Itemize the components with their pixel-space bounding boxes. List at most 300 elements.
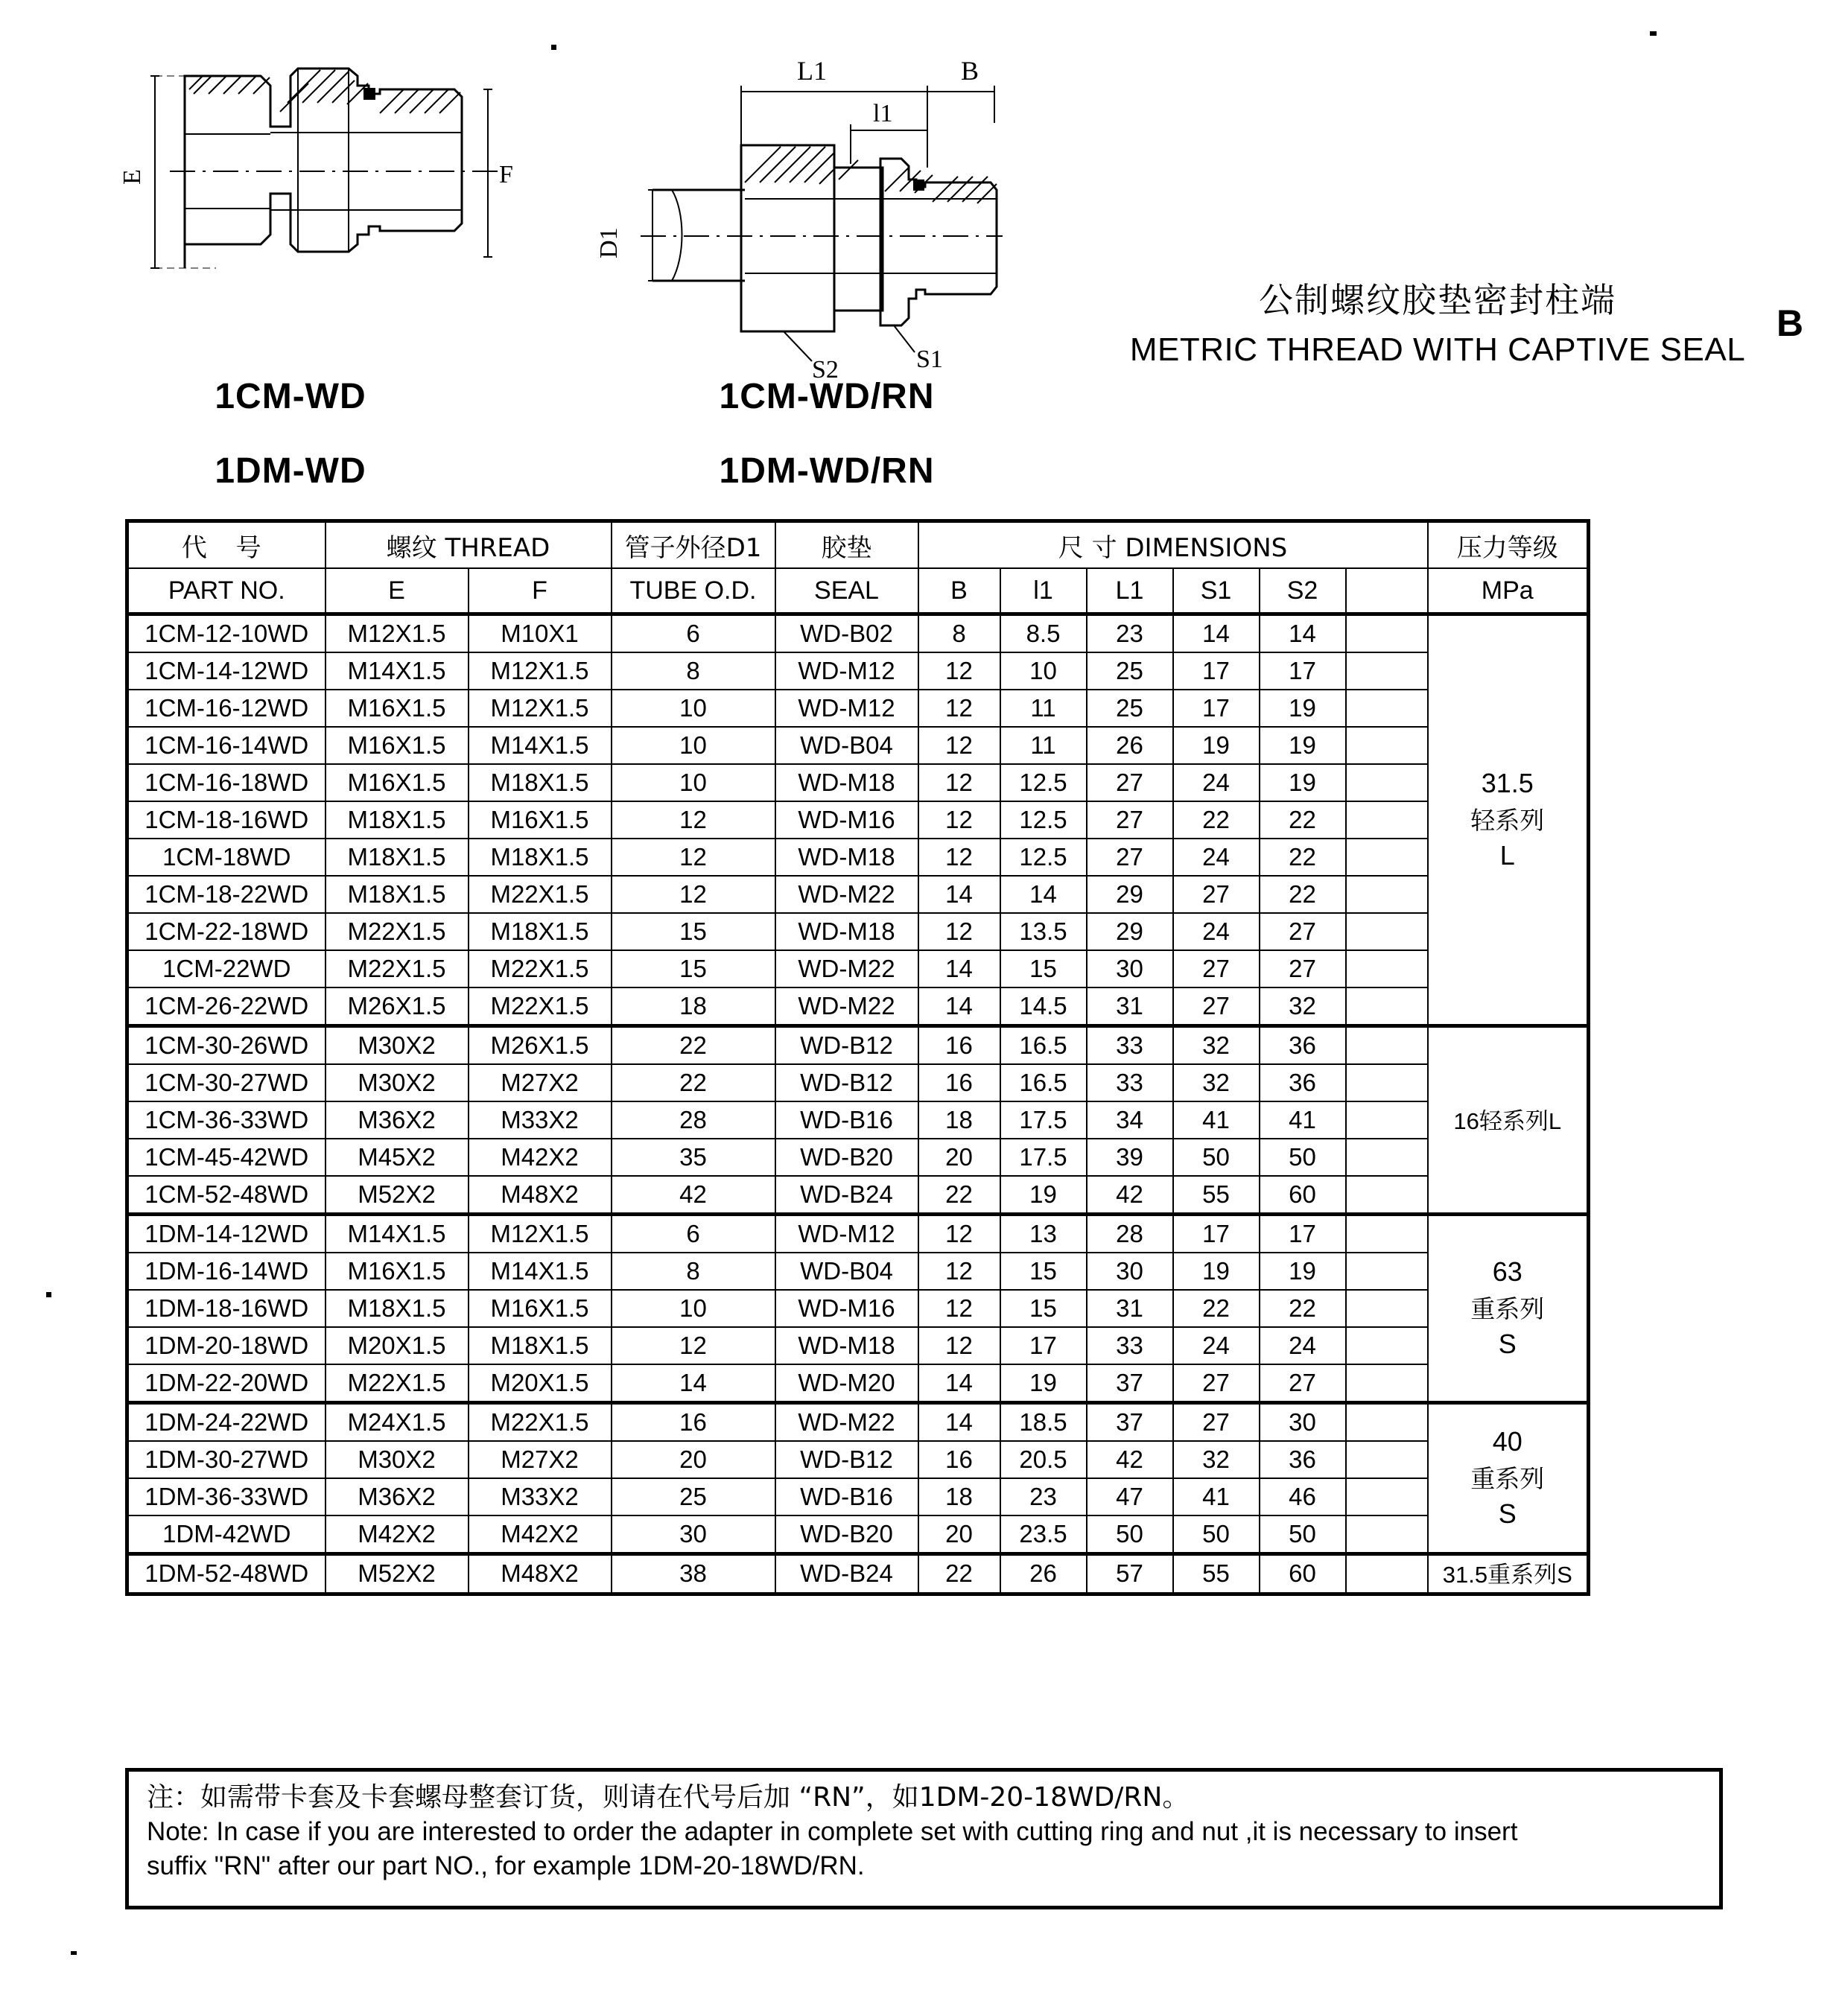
cell-dim-s1: 27 — [1173, 1364, 1260, 1403]
cell-dim-b: 12 — [918, 690, 1000, 727]
cell-seal: WD-B12 — [775, 1064, 918, 1101]
cell-dim-s1: 27 — [1173, 987, 1260, 1026]
header-col-l1-small: l1 — [1000, 568, 1087, 614]
cell-dim-b: 12 — [918, 1327, 1000, 1364]
cell-dim-l1-small: 17.5 — [1000, 1101, 1087, 1139]
header-col-s1: S1 — [1173, 568, 1260, 614]
cell-thread-e: M52X2 — [326, 1554, 469, 1594]
cell-dim-l1-small: 23.5 — [1000, 1515, 1087, 1554]
cell-dim-s2: 27 — [1260, 913, 1346, 950]
cell-dim-l1-small: 15 — [1000, 950, 1087, 987]
cell-dim-s1: 41 — [1173, 1478, 1260, 1515]
cell-dim-b: 22 — [918, 1554, 1000, 1594]
cell-dim-L1: 27 — [1087, 839, 1173, 876]
dim-label-S1: S1 — [916, 346, 943, 373]
cell-tube-od: 28 — [612, 1101, 775, 1139]
table-row — [127, 1026, 1589, 1065]
cell-thread-e: M30X2 — [326, 1026, 469, 1065]
cell-dim-s1: 22 — [1173, 1290, 1260, 1327]
cell-tube-od: 16 — [612, 1403, 775, 1442]
scan-speck — [551, 45, 556, 50]
cell-tube-od: 15 — [612, 913, 775, 950]
cell-dim-s2: 19 — [1260, 764, 1346, 801]
cell-dim-L1: 26 — [1087, 727, 1173, 764]
cell-tube-od: 10 — [612, 690, 775, 727]
cell-blank — [1346, 1253, 1428, 1290]
cell-dim-s2: 27 — [1260, 950, 1346, 987]
note-chinese: 注：如需带卡套及卡套螺母整套订货，则请在代号后加 “RN”，如1DM-20-18WD/RN。 — [147, 1782, 1190, 1813]
cell-dim-b: 16 — [918, 1064, 1000, 1101]
cell-part-no: 1CM-30-26WD — [127, 1026, 326, 1065]
header-col-s2: S2 — [1260, 568, 1346, 614]
cell-dim-L1: 42 — [1087, 1176, 1173, 1215]
header-thread: 螺纹 THREAD — [326, 521, 612, 569]
cell-dim-s1: 17 — [1173, 690, 1260, 727]
cell-dim-s1: 17 — [1173, 1215, 1260, 1253]
cell-dim-s1: 27 — [1173, 950, 1260, 987]
cell-dim-s1: 55 — [1173, 1554, 1260, 1594]
cell-dim-L1: 29 — [1087, 913, 1173, 950]
cell-tube-od: 8 — [612, 652, 775, 690]
cell-dim-b: 12 — [918, 801, 1000, 839]
cell-dim-s2: 24 — [1260, 1327, 1346, 1364]
note-english-line2: suffix "RN" after our part NO., for example 1DM-20-18WD/RN. — [147, 1851, 865, 1880]
cell-dim-s2: 36 — [1260, 1026, 1346, 1065]
cell-blank — [1346, 1176, 1428, 1215]
cell-tube-od: 12 — [612, 876, 775, 913]
cell-dim-b: 14 — [918, 950, 1000, 987]
cell-dim-b: 12 — [918, 913, 1000, 950]
cell-dim-s2: 22 — [1260, 876, 1346, 913]
cell-tube-od: 12 — [612, 839, 775, 876]
table-row — [127, 1064, 1589, 1101]
cell-part-no: 1CM-18-16WD — [127, 801, 326, 839]
cell-blank — [1346, 950, 1428, 987]
cell-tube-od: 18 — [612, 987, 775, 1026]
cell-dim-b: 18 — [918, 1478, 1000, 1515]
cell-thread-e: M22X1.5 — [326, 1364, 469, 1403]
cell-dim-L1: 34 — [1087, 1101, 1173, 1139]
title-block — [1065, 279, 1810, 369]
cell-tube-od: 35 — [612, 1139, 775, 1176]
header-col-seal: SEAL — [775, 568, 918, 614]
cell-thread-f: M42X2 — [469, 1139, 612, 1176]
cell-dim-s2: 60 — [1260, 1554, 1346, 1594]
cell-dim-l1-small: 20.5 — [1000, 1441, 1087, 1478]
header-dimensions: 尺 寸 DIMENSIONS — [918, 521, 1428, 569]
cell-thread-e: M24X1.5 — [326, 1403, 469, 1442]
cell-thread-f: M33X2 — [469, 1478, 612, 1515]
cell-dim-L1: 31 — [1087, 1290, 1173, 1327]
cell-part-no: 1DM-18-16WD — [127, 1290, 326, 1327]
cell-dim-L1: 37 — [1087, 1364, 1173, 1403]
cell-blank — [1346, 1327, 1428, 1364]
table-row — [127, 1441, 1589, 1478]
cell-seal: WD-M18 — [775, 764, 918, 801]
cell-seal: WD-M20 — [775, 1364, 918, 1403]
dim-label-F: F — [499, 161, 513, 188]
cell-thread-f: M18X1.5 — [469, 913, 612, 950]
table-row — [127, 950, 1589, 987]
cell-dim-l1-small: 13 — [1000, 1215, 1087, 1253]
cell-dim-s2: 22 — [1260, 801, 1346, 839]
cell-blank — [1346, 727, 1428, 764]
cell-dim-s2: 32 — [1260, 987, 1346, 1026]
cell-thread-e: M18X1.5 — [326, 876, 469, 913]
header-pressure-cn: 压力等级 — [1428, 521, 1589, 569]
table-row — [127, 1364, 1589, 1403]
cell-blank — [1346, 1290, 1428, 1327]
cell-seal: WD-B24 — [775, 1554, 918, 1594]
specification-table — [125, 519, 1590, 1596]
cell-thread-f: M22X1.5 — [469, 876, 612, 913]
cell-seal: WD-M16 — [775, 801, 918, 839]
cell-part-no: 1DM-36-33WD — [127, 1478, 326, 1515]
cell-seal: WD-M18 — [775, 839, 918, 876]
cell-thread-f: M18X1.5 — [469, 1327, 612, 1364]
cell-part-no: 1CM-12-10WD — [127, 614, 326, 653]
cell-blank — [1346, 801, 1428, 839]
table-row — [127, 1327, 1589, 1364]
cell-part-no: 1CM-52-48WD — [127, 1176, 326, 1215]
cell-dim-s2: 19 — [1260, 1253, 1346, 1290]
cell-seal: WD-B02 — [775, 614, 918, 653]
cell-dim-s2: 27 — [1260, 1364, 1346, 1403]
cell-blank — [1346, 690, 1428, 727]
cell-dim-s2: 14 — [1260, 614, 1346, 653]
cell-thread-e: M16X1.5 — [326, 1253, 469, 1290]
cell-seal: WD-M22 — [775, 876, 918, 913]
cell-tube-od: 42 — [612, 1176, 775, 1215]
table-header-row-primary — [127, 521, 1589, 569]
cell-pressure-rating: 31.5 轻系列 L — [1428, 614, 1589, 1026]
cell-blank — [1346, 913, 1428, 950]
cell-dim-L1: 30 — [1087, 1253, 1173, 1290]
table-row — [127, 614, 1589, 653]
cell-dim-s1: 27 — [1173, 1403, 1260, 1442]
cell-dim-l1-small: 18.5 — [1000, 1403, 1087, 1442]
cell-dim-b: 12 — [918, 652, 1000, 690]
table-row — [127, 1253, 1589, 1290]
cell-part-no: 1CM-45-42WD — [127, 1139, 326, 1176]
table-row — [127, 1176, 1589, 1215]
cell-dim-b: 12 — [918, 1215, 1000, 1253]
cell-thread-e: M18X1.5 — [326, 1290, 469, 1327]
cell-tube-od: 6 — [612, 1215, 775, 1253]
cell-dim-s1: 32 — [1173, 1441, 1260, 1478]
cell-dim-s2: 19 — [1260, 690, 1346, 727]
cell-dim-l1-small: 11 — [1000, 727, 1087, 764]
cell-tube-od: 30 — [612, 1515, 775, 1554]
cell-dim-s1: 22 — [1173, 801, 1260, 839]
cell-dim-l1-small: 14.5 — [1000, 987, 1087, 1026]
cell-dim-s1: 32 — [1173, 1064, 1260, 1101]
cell-thread-f: M18X1.5 — [469, 764, 612, 801]
header-part-en: PART NO. — [127, 568, 326, 614]
cell-dim-L1: 57 — [1087, 1554, 1173, 1594]
cell-blank — [1346, 764, 1428, 801]
cell-dim-l1-small: 15 — [1000, 1290, 1087, 1327]
cell-part-no: 1CM-22-18WD — [127, 913, 326, 950]
header-tube-cn: 管子外径D1 — [612, 521, 775, 569]
cell-dim-L1: 33 — [1087, 1064, 1173, 1101]
cell-tube-od: 10 — [612, 1290, 775, 1327]
cell-tube-od: 8 — [612, 1253, 775, 1290]
cell-thread-f: M20X1.5 — [469, 1364, 612, 1403]
cell-dim-l1-small: 19 — [1000, 1176, 1087, 1215]
cell-tube-od: 22 — [612, 1026, 775, 1065]
cell-dim-L1: 25 — [1087, 690, 1173, 727]
cell-tube-od: 12 — [612, 801, 775, 839]
header-seal-cn: 胶垫 — [775, 521, 918, 569]
scan-speck — [46, 1292, 51, 1297]
note-box — [125, 1768, 1723, 1909]
cell-dim-b: 14 — [918, 1403, 1000, 1442]
cell-thread-e: M16X1.5 — [326, 690, 469, 727]
cell-dim-b: 16 — [918, 1441, 1000, 1478]
cell-dim-b: 14 — [918, 987, 1000, 1026]
cell-dim-s2: 36 — [1260, 1064, 1346, 1101]
cell-blank — [1346, 1515, 1428, 1554]
cell-dim-L1: 42 — [1087, 1441, 1173, 1478]
cell-dim-s2: 50 — [1260, 1139, 1346, 1176]
cell-tube-od: 22 — [612, 1064, 775, 1101]
scan-speck — [1650, 31, 1657, 36]
cell-dim-l1-small: 14 — [1000, 876, 1087, 913]
cell-blank — [1346, 1478, 1428, 1515]
cell-dim-L1: 28 — [1087, 1215, 1173, 1253]
header-col-b: B — [918, 568, 1000, 614]
cell-part-no: 1DM-24-22WD — [127, 1403, 326, 1442]
section-letter: B — [1776, 302, 1804, 344]
scan-speck — [71, 1951, 77, 1955]
dim-label-l1: l1 — [873, 100, 893, 127]
dim-label-D1: D1 — [595, 227, 623, 258]
cell-thread-f: M14X1.5 — [469, 1253, 612, 1290]
cell-blank — [1346, 839, 1428, 876]
cell-tube-od: 6 — [612, 614, 775, 653]
cell-thread-f: M42X2 — [469, 1515, 612, 1554]
cell-dim-b: 12 — [918, 839, 1000, 876]
cell-part-no: 1CM-16-14WD — [127, 727, 326, 764]
cell-thread-e: M22X1.5 — [326, 950, 469, 987]
cell-thread-e: M26X1.5 — [326, 987, 469, 1026]
cell-dim-s2: 17 — [1260, 1215, 1346, 1253]
cell-dim-l1-small: 15 — [1000, 1253, 1087, 1290]
cell-dim-b: 20 — [918, 1515, 1000, 1554]
table-row — [127, 1554, 1589, 1594]
cell-dim-b: 8 — [918, 614, 1000, 653]
cell-dim-L1: 31 — [1087, 987, 1173, 1026]
fitting-drawing-straight — [112, 45, 529, 290]
cell-dim-s1: 24 — [1173, 839, 1260, 876]
cell-dim-b: 12 — [918, 727, 1000, 764]
cell-pressure-rating: 63 重系列 S — [1428, 1215, 1589, 1403]
cell-thread-e: M12X1.5 — [326, 614, 469, 653]
cell-thread-e: M20X1.5 — [326, 1327, 469, 1364]
cell-dim-s1: 50 — [1173, 1139, 1260, 1176]
cell-tube-od: 10 — [612, 727, 775, 764]
model-1cm-wd: 1CM-WD — [215, 377, 366, 416]
cell-part-no: 1CM-14-12WD — [127, 652, 326, 690]
cell-thread-e: M36X2 — [326, 1478, 469, 1515]
cell-part-no: 1DM-14-12WD — [127, 1215, 326, 1253]
cell-seal: WD-B16 — [775, 1478, 918, 1515]
cell-thread-e: M36X2 — [326, 1101, 469, 1139]
fitting-drawing-with-nut — [588, 34, 1006, 384]
cell-seal: WD-M22 — [775, 987, 918, 1026]
header-part-cn: 代 号 — [127, 521, 326, 569]
cell-thread-f: M10X1 — [469, 614, 612, 653]
table-row — [127, 690, 1589, 727]
dim-label-B: B — [961, 56, 979, 86]
cell-dim-L1: 50 — [1087, 1515, 1173, 1554]
cell-part-no: 1CM-30-27WD — [127, 1064, 326, 1101]
cell-dim-l1-small: 13.5 — [1000, 913, 1087, 950]
cell-part-no: 1DM-16-14WD — [127, 1253, 326, 1290]
cell-seal: WD-B04 — [775, 727, 918, 764]
cell-dim-s1: 19 — [1173, 727, 1260, 764]
cell-dim-l1-small: 19 — [1000, 1364, 1087, 1403]
page-title-en: METRIC THREAD WITH CAPTIVE SEAL — [1129, 331, 1746, 368]
cell-dim-b: 14 — [918, 876, 1000, 913]
cell-seal: WD-M18 — [775, 1327, 918, 1364]
cell-part-no: 1CM-26-22WD — [127, 987, 326, 1026]
cell-thread-f: M12X1.5 — [469, 652, 612, 690]
table-row — [127, 801, 1589, 839]
table-row — [127, 652, 1589, 690]
cell-thread-f: M48X2 — [469, 1176, 612, 1215]
table-header-row-secondary — [127, 568, 1589, 614]
cell-dim-L1: 33 — [1087, 1026, 1173, 1065]
cell-thread-e: M30X2 — [326, 1064, 469, 1101]
cell-thread-f: M14X1.5 — [469, 727, 612, 764]
cell-dim-l1-small: 11 — [1000, 690, 1087, 727]
cell-part-no: 1DM-20-18WD — [127, 1327, 326, 1364]
cell-dim-l1-small: 10 — [1000, 652, 1087, 690]
cell-blank — [1346, 1101, 1428, 1139]
cell-dim-s1: 24 — [1173, 1327, 1260, 1364]
note-english-line1: Note: In case if you are interested to order the adapter in complete set with cutting ring and nut ,it is necessary to insert — [147, 1817, 1518, 1847]
cell-dim-s2: 30 — [1260, 1403, 1346, 1442]
cell-thread-f: M22X1.5 — [469, 1403, 612, 1442]
table-row — [127, 876, 1589, 913]
cell-dim-s2: 41 — [1260, 1101, 1346, 1139]
cell-dim-b: 18 — [918, 1101, 1000, 1139]
header-col-e: E — [326, 568, 469, 614]
cell-thread-f: M18X1.5 — [469, 839, 612, 876]
cell-pressure-rating: 16轻系列L — [1428, 1026, 1589, 1215]
cell-part-no: 1DM-42WD — [127, 1515, 326, 1554]
cell-dim-l1-small: 12.5 — [1000, 764, 1087, 801]
cell-thread-e: M14X1.5 — [326, 652, 469, 690]
table-row — [127, 1215, 1589, 1253]
cell-seal: WD-M12 — [775, 690, 918, 727]
cell-dim-s1: 14 — [1173, 614, 1260, 653]
cell-seal: WD-B20 — [775, 1139, 918, 1176]
cell-dim-L1: 23 — [1087, 614, 1173, 653]
cell-thread-f: M27X2 — [469, 1441, 612, 1478]
drawing-area — [0, 0, 1848, 506]
cell-thread-f: M22X1.5 — [469, 950, 612, 987]
cell-thread-f: M12X1.5 — [469, 1215, 612, 1253]
cell-thread-e: M45X2 — [326, 1139, 469, 1176]
cell-dim-l1-small: 26 — [1000, 1554, 1087, 1594]
cell-dim-s1: 24 — [1173, 764, 1260, 801]
cell-blank — [1346, 652, 1428, 690]
cell-dim-l1-small: 16.5 — [1000, 1026, 1087, 1065]
cell-dim-s2: 36 — [1260, 1441, 1346, 1478]
cell-thread-e: M16X1.5 — [326, 727, 469, 764]
cell-dim-l1-small: 12.5 — [1000, 839, 1087, 876]
cell-dim-b: 14 — [918, 1364, 1000, 1403]
cell-seal: WD-B24 — [775, 1176, 918, 1215]
cell-seal: WD-B12 — [775, 1441, 918, 1478]
cell-dim-L1: 25 — [1087, 652, 1173, 690]
cell-thread-e: M42X2 — [326, 1515, 469, 1554]
cell-dim-s2: 17 — [1260, 652, 1346, 690]
cell-dim-b: 12 — [918, 1290, 1000, 1327]
cell-dim-L1: 27 — [1087, 801, 1173, 839]
model-1cm-wd-rn: 1CM-WD/RN — [719, 377, 935, 416]
cell-seal: WD-B04 — [775, 1253, 918, 1290]
cell-blank — [1346, 987, 1428, 1026]
cell-thread-f: M22X1.5 — [469, 987, 612, 1026]
cell-dim-L1: 30 — [1087, 950, 1173, 987]
cell-dim-b: 20 — [918, 1139, 1000, 1176]
cell-dim-L1: 39 — [1087, 1139, 1173, 1176]
cell-dim-s1: 55 — [1173, 1176, 1260, 1215]
cell-thread-e: M18X1.5 — [326, 801, 469, 839]
cell-pressure-rating: 31.5重系列S — [1428, 1554, 1589, 1594]
cell-blank — [1346, 1139, 1428, 1176]
cell-seal: WD-M12 — [775, 652, 918, 690]
cell-dim-s2: 22 — [1260, 839, 1346, 876]
cell-dim-l1-small: 16.5 — [1000, 1064, 1087, 1101]
cell-dim-L1: 37 — [1087, 1403, 1173, 1442]
cell-seal: WD-M22 — [775, 1403, 918, 1442]
cell-thread-e: M18X1.5 — [326, 839, 469, 876]
cell-part-no: 1DM-30-27WD — [127, 1441, 326, 1478]
cell-seal: WD-M16 — [775, 1290, 918, 1327]
table-row — [127, 987, 1589, 1026]
cell-part-no: 1DM-52-48WD — [127, 1554, 326, 1594]
cell-dim-b: 12 — [918, 764, 1000, 801]
table-row — [127, 1139, 1589, 1176]
cell-dim-s1: 50 — [1173, 1515, 1260, 1554]
cell-dim-l1-small: 17 — [1000, 1327, 1087, 1364]
cell-part-no: 1CM-16-18WD — [127, 764, 326, 801]
cell-dim-L1: 47 — [1087, 1478, 1173, 1515]
cell-dim-s2: 46 — [1260, 1478, 1346, 1515]
header-col-L1: L1 — [1087, 568, 1173, 614]
header-col-f: F — [469, 568, 612, 614]
cell-thread-e: M22X1.5 — [326, 913, 469, 950]
table-row — [127, 727, 1589, 764]
cell-thread-f: M16X1.5 — [469, 801, 612, 839]
cell-dim-l1-small: 12.5 — [1000, 801, 1087, 839]
cell-dim-b: 12 — [918, 1253, 1000, 1290]
cell-blank — [1346, 1441, 1428, 1478]
cell-part-no: 1CM-18WD — [127, 839, 326, 876]
cell-dim-b: 16 — [918, 1026, 1000, 1065]
cell-thread-e: M16X1.5 — [326, 764, 469, 801]
model-1dm-wd: 1DM-WD — [215, 451, 366, 491]
cell-blank — [1346, 1026, 1428, 1065]
cell-seal: WD-B16 — [775, 1101, 918, 1139]
cell-part-no: 1CM-18-22WD — [127, 876, 326, 913]
cell-blank — [1346, 1554, 1428, 1594]
